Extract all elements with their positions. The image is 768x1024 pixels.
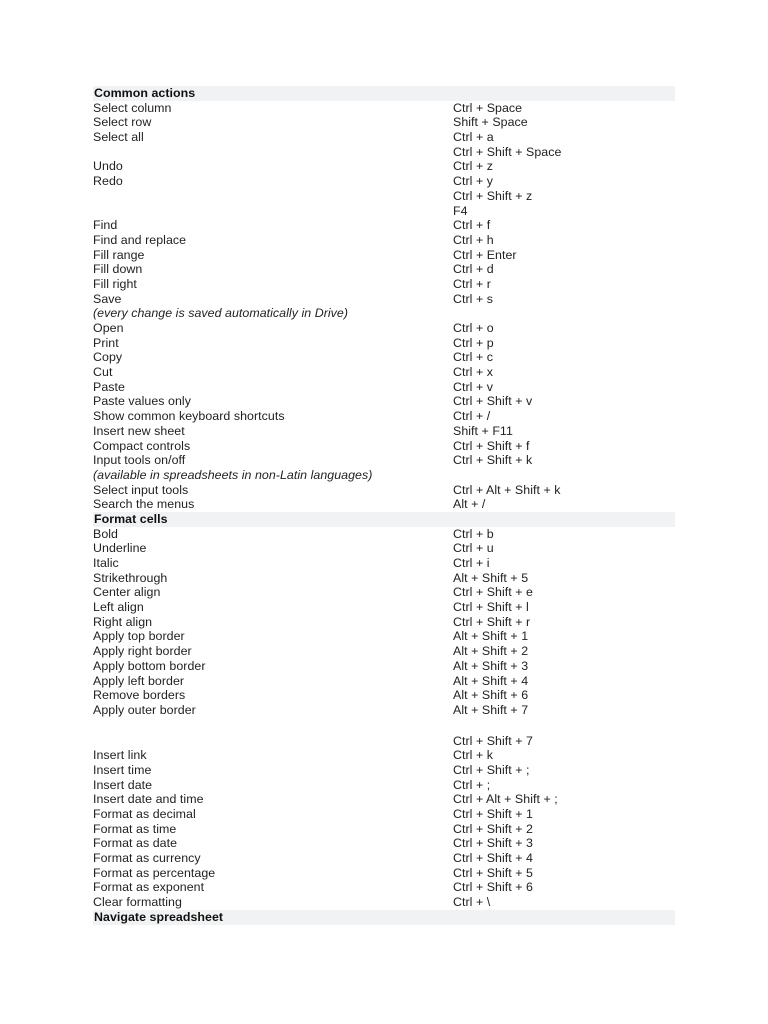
shortcut-row — [93, 644, 675, 659]
key-combination: Ctrl + d — [453, 262, 494, 277]
action-label: Center align — [93, 585, 161, 600]
shortcut-row — [93, 527, 675, 542]
key-combination: Alt + Shift + 3 — [453, 658, 529, 673]
action-label: Format as date — [93, 836, 178, 851]
shortcut-row — [93, 571, 675, 586]
shortcut-row — [93, 629, 675, 644]
shortcut-row — [93, 763, 675, 778]
shortcut-row — [93, 851, 675, 866]
note-row — [93, 306, 675, 321]
shortcut-row — [93, 822, 675, 837]
action-label: Input tools on/off — [93, 453, 186, 468]
shortcut-row — [93, 866, 675, 881]
action-label: Fill right — [93, 276, 137, 291]
shortcut-row — [93, 585, 675, 600]
action-label: Format as decimal — [93, 807, 196, 821]
action-label: Select row — [93, 115, 152, 130]
key-combination: Ctrl + Shift + e — [453, 585, 533, 600]
key-combination: Ctrl + Shift + z — [453, 188, 533, 203]
key-combination: Ctrl + \ — [453, 895, 491, 910]
action-label: Open — [93, 321, 124, 335]
key-combination: Ctrl + Shift + k — [453, 453, 533, 468]
shortcut-row — [93, 218, 675, 233]
key-combination: Ctrl + i — [453, 556, 490, 570]
shortcut-row — [93, 541, 675, 556]
key-combination: Ctrl + ; — [453, 777, 491, 792]
action-label: Italic — [93, 556, 119, 570]
shortcut-table — [93, 86, 675, 925]
key-combination: Alt + Shift + 1 — [453, 629, 529, 644]
shortcut-row — [93, 174, 675, 189]
key-combination: Ctrl + Shift + l — [453, 600, 529, 615]
shortcut-row — [93, 659, 675, 674]
key-combination: Ctrl + Shift + 4 — [453, 851, 533, 866]
action-label: Insert time — [93, 762, 152, 777]
action-label: Left align — [93, 600, 144, 615]
shortcut-row — [93, 836, 675, 851]
section-title: Format cells — [94, 511, 168, 526]
key-combination: Ctrl + h — [453, 232, 494, 247]
shortcut-row — [93, 600, 675, 615]
key-combination: Ctrl + Shift + 3 — [453, 836, 533, 851]
shortcut-row — [93, 674, 675, 689]
action-label: Cut — [93, 365, 113, 380]
shortcut-row — [93, 262, 675, 277]
key-combination: Alt + Shift + 5 — [453, 570, 529, 585]
key-combination: Ctrl + y — [453, 174, 493, 189]
key-combination: Alt + Shift + 6 — [453, 688, 529, 703]
action-label: Select column — [93, 100, 172, 115]
shortcut-row — [93, 409, 675, 424]
action-label: Strikethrough — [93, 570, 168, 585]
section-title: Common actions — [94, 86, 196, 100]
action-label: Insert date — [93, 777, 153, 792]
key-combination: Ctrl + x — [453, 365, 493, 380]
key-combination: Ctrl + Alt + Shift + k — [453, 482, 561, 497]
shortcut-row — [93, 321, 675, 336]
section-header-format-cells — [93, 512, 675, 527]
shortcut-row — [93, 497, 675, 512]
key-combination: Ctrl + z — [453, 159, 493, 174]
key-combination: Ctrl + Shift + r — [453, 614, 531, 629]
action-label: Insert new sheet — [93, 423, 185, 438]
action-label: Find — [93, 218, 118, 233]
key-combination: Ctrl + u — [453, 541, 494, 556]
key-combination: Ctrl + Space — [453, 100, 523, 115]
action-label: Underline — [93, 541, 147, 556]
shortcut-row — [93, 394, 675, 409]
action-label: Remove borders — [93, 688, 186, 703]
shortcut-note: (every change is saved automatically in Drive) — [93, 306, 349, 321]
shortcut-row — [93, 792, 675, 807]
key-combination: Ctrl + Shift + 5 — [453, 865, 533, 880]
key-combination: Shift + F11 — [453, 423, 513, 438]
key-combination: Ctrl + / — [453, 409, 491, 424]
action-label: Copy — [93, 350, 123, 365]
action-label: Insert date and time — [93, 792, 204, 807]
key-combination: Ctrl + k — [453, 748, 493, 763]
shortcut-row — [93, 556, 675, 571]
shortcut-row — [93, 292, 675, 307]
key-combination: Ctrl + a — [453, 130, 494, 145]
shortcut-row — [93, 424, 675, 439]
shortcut-row — [93, 365, 675, 380]
key-combination: Ctrl + Enter — [453, 247, 517, 262]
note-row — [93, 468, 675, 483]
key-combination: Ctrl + c — [453, 350, 493, 365]
shortcut-row — [93, 880, 675, 895]
action-label: Format as exponent — [93, 880, 205, 895]
action-label: Apply top border — [93, 629, 185, 644]
action-label: Apply left border — [93, 673, 185, 688]
action-label: Format as currency — [93, 851, 201, 866]
key-combination: Ctrl + Shift + 1 — [453, 807, 533, 821]
shortcut-row — [93, 688, 675, 703]
action-label: Redo — [93, 174, 123, 189]
key-combination: Ctrl + Shift + 2 — [453, 821, 533, 836]
shortcut-row — [93, 277, 675, 292]
shortcut-row — [93, 439, 675, 454]
action-label: Print — [93, 335, 119, 350]
key-combination: Ctrl + Shift + ; — [453, 762, 530, 777]
key-combination: Ctrl + r — [453, 276, 491, 291]
action-label: Undo — [93, 159, 123, 174]
action-label: Save — [93, 291, 122, 306]
shortcut-row — [93, 130, 675, 145]
shortcut-row — [93, 115, 675, 130]
action-label: Format as percentage — [93, 865, 216, 880]
action-label: Right align — [93, 614, 153, 629]
shortcut-row — [93, 336, 675, 351]
key-combination: Alt + Shift + 4 — [453, 673, 529, 688]
shortcut-row — [93, 350, 675, 365]
key-combination: Ctrl + Alt + Shift + ; — [453, 792, 558, 807]
action-label: Paste — [93, 379, 125, 394]
shortcut-row — [93, 778, 675, 793]
action-label: Paste values only — [93, 394, 191, 409]
key-combination: Ctrl + b — [453, 526, 494, 541]
shortcut-row — [93, 453, 675, 468]
shortcut-row — [93, 703, 675, 718]
action-label: Apply bottom border — [93, 658, 206, 673]
action-label: Find and replace — [93, 232, 187, 247]
key-combination: Ctrl + Shift + 7 — [453, 733, 533, 748]
shortcut-row — [93, 615, 675, 630]
action-label: Compact controls — [93, 438, 191, 453]
shortcut-row — [93, 233, 675, 248]
action-label: Insert link — [93, 748, 147, 763]
shortcut-row — [93, 145, 675, 160]
shortcut-row — [93, 101, 675, 116]
action-label: Bold — [93, 526, 118, 541]
key-combination: Alt + Shift + 2 — [453, 644, 529, 659]
shortcut-row — [93, 748, 675, 763]
action-label: Clear formatting — [93, 895, 182, 910]
section-header-common-actions — [93, 86, 675, 101]
shortcut-row — [93, 248, 675, 263]
key-combination: Ctrl + Shift + 6 — [453, 880, 533, 895]
key-combination: Ctrl + Shift + v — [453, 394, 533, 409]
section-title: Navigate spreadsheet — [94, 909, 224, 924]
action-label: Select all — [93, 130, 144, 145]
shortcut-row — [93, 483, 675, 498]
key-combination: Shift + Space — [453, 115, 528, 130]
shortcut-row — [93, 159, 675, 174]
shortcut-note: (available in spreadsheets in non-Latin languages) — [93, 467, 373, 482]
action-label: Select input tools — [93, 482, 189, 497]
action-label: Apply outer border — [93, 702, 196, 717]
key-combination: Ctrl + v — [453, 379, 493, 394]
action-label: Search the menus — [93, 497, 195, 512]
action-label: Format as time — [93, 821, 177, 836]
shortcut-row — [93, 189, 675, 204]
action-label: Fill down — [93, 262, 143, 277]
key-combination: Alt + Shift + 7 — [453, 702, 529, 717]
shortcut-row — [93, 204, 675, 219]
key-combination: Ctrl + f — [453, 218, 491, 233]
shortcut-row — [93, 807, 675, 822]
key-combination: F4 — [453, 203, 468, 218]
shortcut-row — [93, 380, 675, 395]
key-combination: Alt + / — [453, 497, 486, 512]
key-combination: Ctrl + Shift + Space — [453, 144, 562, 159]
key-combination: Ctrl + p — [453, 335, 494, 350]
key-combination: Ctrl + s — [453, 291, 493, 306]
action-label: Fill range — [93, 247, 145, 262]
key-combination: Ctrl + Shift + f — [453, 438, 530, 453]
action-label: Show common keyboard shortcuts — [93, 409, 285, 424]
shortcut-row — [93, 734, 675, 749]
section-header-navigate-spreadsheet — [93, 910, 675, 925]
shortcut-row — [93, 718, 675, 734]
shortcut-row — [93, 895, 675, 910]
action-label: Apply right border — [93, 644, 192, 659]
key-combination: Ctrl + o — [453, 321, 494, 335]
